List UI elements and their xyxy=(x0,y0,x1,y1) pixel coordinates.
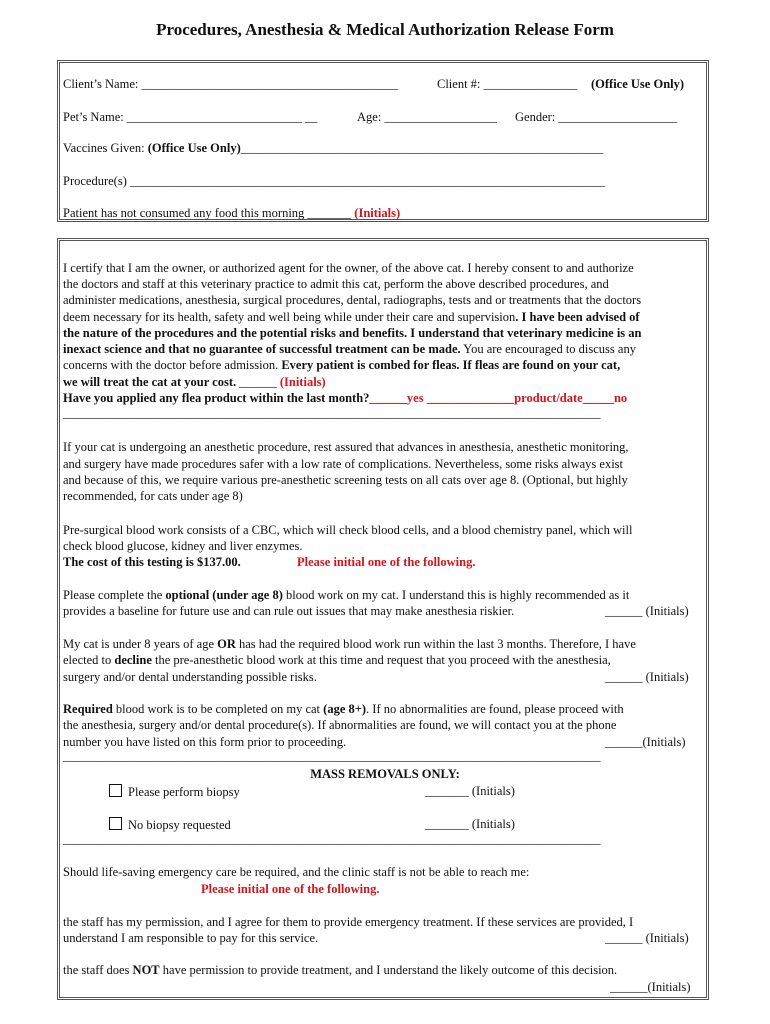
initials-blank: ______ xyxy=(236,375,280,389)
vaccines-label: Vaccines Given: xyxy=(63,141,148,155)
anesthetic-line: If your cat is undergoing an anesthetic procedure, rest assured that advances in anesthesia, anesthetic monitoring, xyxy=(63,440,629,454)
optional-bloodwork-line xyxy=(63,588,629,603)
option-bold-text: NOT xyxy=(132,963,160,977)
mass-removals-heading: MASS REMOVALS ONLY: xyxy=(310,767,460,781)
required-bloodwork-initials[interactable]: ______(Initials) xyxy=(605,735,686,749)
decline-bloodwork-line: surgery and/or dental understanding possible risks. xyxy=(63,670,317,684)
page-title: Procedures, Anesthesia & Medical Authorization Release Form xyxy=(156,20,614,39)
biopsy-label: Please perform biopsy xyxy=(128,785,240,799)
flea-question-text: Have you applied any flea product within the last month? xyxy=(63,391,370,405)
optional-bloodwork-line: provides a baseline for future use and can rule out issues that may make anesthesia riskier. xyxy=(63,604,515,618)
option-bold-text: Required xyxy=(63,702,113,716)
option-text: Please complete the xyxy=(63,588,166,602)
consent-line: the nature of the procedures and the potential risks and benefits. I understand that veterinary medicine is an xyxy=(63,326,642,340)
separator-line: ______________________________________________________________________________________ xyxy=(63,406,601,420)
flea-product-question[interactable] xyxy=(63,391,627,406)
anesthetic-line: recommended, for cats under age 8) xyxy=(63,489,243,503)
anesthetic-line: and surgery have made procedures safer with a low rate of complications. Nevertheless, some risks always exist xyxy=(63,457,624,471)
vaccines-line: __________________________________________________________ xyxy=(240,141,604,155)
bloodwork-line: Pre-surgical blood work consists of a CBC, which will check blood cells, and a blood chemistry panel, which will xyxy=(63,523,633,537)
option-text: the staff does xyxy=(63,963,133,977)
consent-bold-text: inexact science and that no guarantee of successful treatment can be made. xyxy=(63,342,461,356)
consent-line xyxy=(63,342,636,357)
option-text: the pre-anesthetic blood work at this time and request that you proceed with the anesthesia, xyxy=(151,653,611,667)
bloodwork-cost: The cost of this testing is $137.00. xyxy=(63,555,241,569)
food-initials-field[interactable] xyxy=(63,206,400,221)
option-text: blood work is to be completed on my cat xyxy=(112,702,324,716)
no-biopsy-initials[interactable]: _______ (Initials) xyxy=(425,817,515,831)
consent-text: deem necessary for its health, safety and well being while under their care and supervision xyxy=(63,310,516,324)
no-biopsy-option[interactable] xyxy=(109,817,231,833)
flea-notice: Every patient is combed for fleas. If fleas are found on your cat, xyxy=(281,358,621,372)
procedures-field[interactable]: Procedure(s) ____________________________________________________________________________ xyxy=(63,174,605,188)
gender-field[interactable]: Gender: ___________________ xyxy=(515,110,678,124)
flea-initials-label: (Initials) xyxy=(279,375,326,389)
required-bloodwork-line xyxy=(63,702,624,717)
food-initials-label: (Initials) xyxy=(354,206,401,220)
option-bold-text: (age 8+) xyxy=(323,702,367,716)
decline-bloodwork-line xyxy=(63,653,611,668)
vaccines-office-use: (Office Use Only) xyxy=(147,141,241,155)
emergency-permission-line: the staff has my permission, and I agree for them to provide emergency treatment. If these services are provided, I xyxy=(63,915,634,929)
consent-text: You are encouraged to discuss any xyxy=(460,342,636,356)
biopsy-initials[interactable]: _______ (Initials) xyxy=(425,784,515,798)
emergency-decline-initials[interactable]: ______(Initials) xyxy=(610,980,691,994)
anesthetic-line: and because of this, we require various pre-anesthetic screening tests on all cats over age 8. (Optional, but highly xyxy=(63,473,628,487)
vaccines-field[interactable] xyxy=(63,141,603,156)
option-text: has had the required blood work run within the last 3 months. Therefore, I have xyxy=(235,637,636,651)
option-text: blood work on my cat. I understand this is highly recommended as it xyxy=(282,588,630,602)
required-bloodwork-line: the anesthesia, surgery and/or dental procedure(s). If abnormalities are found, we will contact you at the phone xyxy=(63,718,617,732)
separator-line: ______________________________________________________________________________________ xyxy=(63,832,601,846)
flea-cost-text: we will treat the cat at your cost. xyxy=(63,375,237,389)
option-text: elected to xyxy=(63,653,115,667)
option-bold-text: decline xyxy=(114,653,152,667)
age-field[interactable]: Age: __________________ xyxy=(357,110,497,124)
initial-instruction: Please initial one of the following. xyxy=(201,882,380,896)
no-biopsy-label: No biopsy requested xyxy=(128,818,231,832)
optional-bloodwork-initials[interactable]: ______ (Initials) xyxy=(605,604,689,618)
separator-line: ______________________________________________________________________________________ xyxy=(63,749,601,763)
consent-bold-text: . I have been advised of xyxy=(515,310,640,324)
biopsy-checkbox[interactable] xyxy=(109,784,122,797)
flea-answer-options[interactable]: ______yes ______________product/date_____no xyxy=(369,391,628,405)
client-name-field[interactable]: Client’s Name: _________________________________________ xyxy=(63,77,398,91)
flea-initials-field[interactable] xyxy=(63,375,326,390)
emergency-permission-line: understand I am responsible to pay for this service. xyxy=(63,931,319,945)
no-biopsy-checkbox[interactable] xyxy=(109,817,122,830)
emergency-permission-initials[interactable]: ______ (Initials) xyxy=(605,931,689,945)
consent-line: I certify that I am the owner, or authorized agent for the owner, of the above cat. I hereby consent to and authorize xyxy=(63,261,634,275)
consent-line xyxy=(63,310,640,325)
bloodwork-line: check blood glucose, kidney and liver enzymes. xyxy=(63,539,303,553)
consent-line: administer medications, anesthesia, surgical procedures, dental, radiographs, tests and or treatments that the doctors xyxy=(63,293,642,307)
decline-bloodwork-line xyxy=(63,637,636,652)
consent-line: the doctors and staff at this veterinary practice to admit this cat, perform the above described procedures, and xyxy=(63,277,609,291)
office-use-label: (Office Use Only) xyxy=(591,77,685,91)
consent-line xyxy=(63,358,620,373)
option-text: My cat is under 8 years of age xyxy=(63,637,218,651)
initial-instruction: Please initial one of the following. xyxy=(297,555,476,569)
option-text: have permission to provide treatment, and I understand the likely outcome of this decision. xyxy=(159,963,618,977)
client-number-field[interactable]: Client #: _______________ xyxy=(437,77,578,91)
pet-name-field[interactable]: Pet’s Name: ____________________________ __ xyxy=(63,110,318,124)
option-bold-text: OR xyxy=(217,637,236,651)
option-text: . If no abnormalities are found, please proceed with xyxy=(366,702,624,716)
emergency-intro: Should life-saving emergency care be required, and the clinic staff is not be able to reach me: xyxy=(63,865,530,879)
required-bloodwork-line: number you have listed on this form prior to proceeding. xyxy=(63,735,347,749)
option-bold-text: optional (under age 8) xyxy=(165,588,283,602)
emergency-decline-line xyxy=(63,963,617,978)
food-text: Patient has not consumed any food this morning _______ xyxy=(63,206,355,220)
decline-bloodwork-initials[interactable]: ______ (Initials) xyxy=(605,670,689,684)
consent-text: concerns with the doctor before admission. xyxy=(63,358,282,372)
biopsy-option[interactable] xyxy=(109,784,240,800)
